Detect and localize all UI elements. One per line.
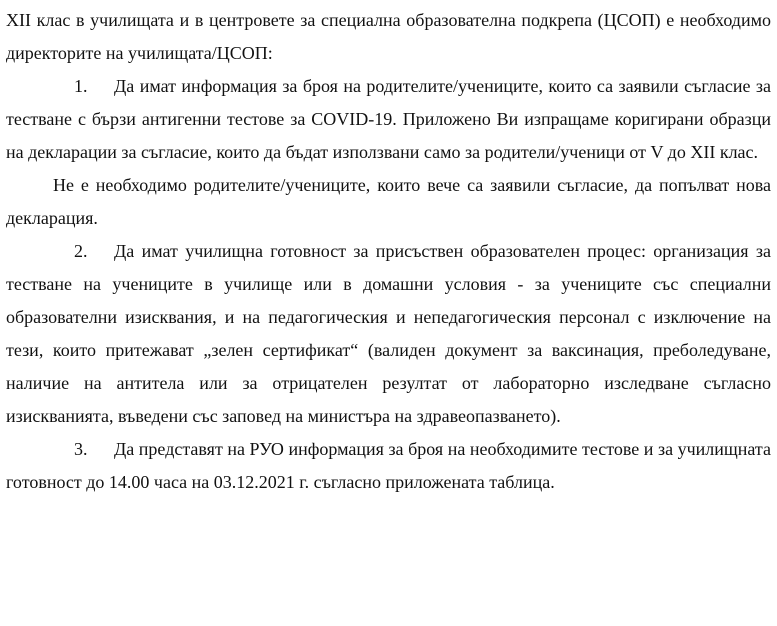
item-number-1: 1. — [74, 76, 88, 96]
item-text-3: Да представят на РУО информация за броя на необходимите тестове и за училищната готовност до 14.00 часа на 03.12.2021 г. съгласно приложената таблица. — [6, 439, 771, 492]
list-item-2 — [6, 235, 771, 433]
item-number-2: 2. — [74, 241, 88, 261]
item-number-3: 3. — [74, 439, 88, 459]
item-text-1: Да имат информация за броя на родителите/учениците, които са заявили съгласие за тестване с бързи антигенни тестове за COVID-19. Приложено Ви изпращаме коригирани образци на декларации за съгласие, които да бъдат използвани само за родители/ученици от V до XII клас. — [6, 76, 771, 162]
intro-paragraph: XII клас в училищата и в центровете за специална образователна подкрепа (ЦСОП) е необходимо директорите на училищата/ЦСОП: — [6, 10, 771, 63]
list-item-3 — [6, 433, 771, 499]
list-item-1 — [6, 70, 771, 169]
item-text-2: Да имат училищна готовност за присъствен образователен процес: организация за тестване на учениците в училище или в домашни условия - за учениците със специални образователни изисквания, и на педагогическия и непедагогическия персонал с изключение на тези, които притежават „зелен сертификат“ (валиден документ за ваксинация, преболедуване, наличие на антитела или за отрицателен резултат от лабораторно изследване съгласно изискванията, въведени със заповед на министъра на здравеопазването). — [6, 241, 771, 426]
note-paragraph: Не е необходимо родителите/учениците, които вече са заявили съгласие, да попълват нова декларация. — [6, 175, 771, 228]
